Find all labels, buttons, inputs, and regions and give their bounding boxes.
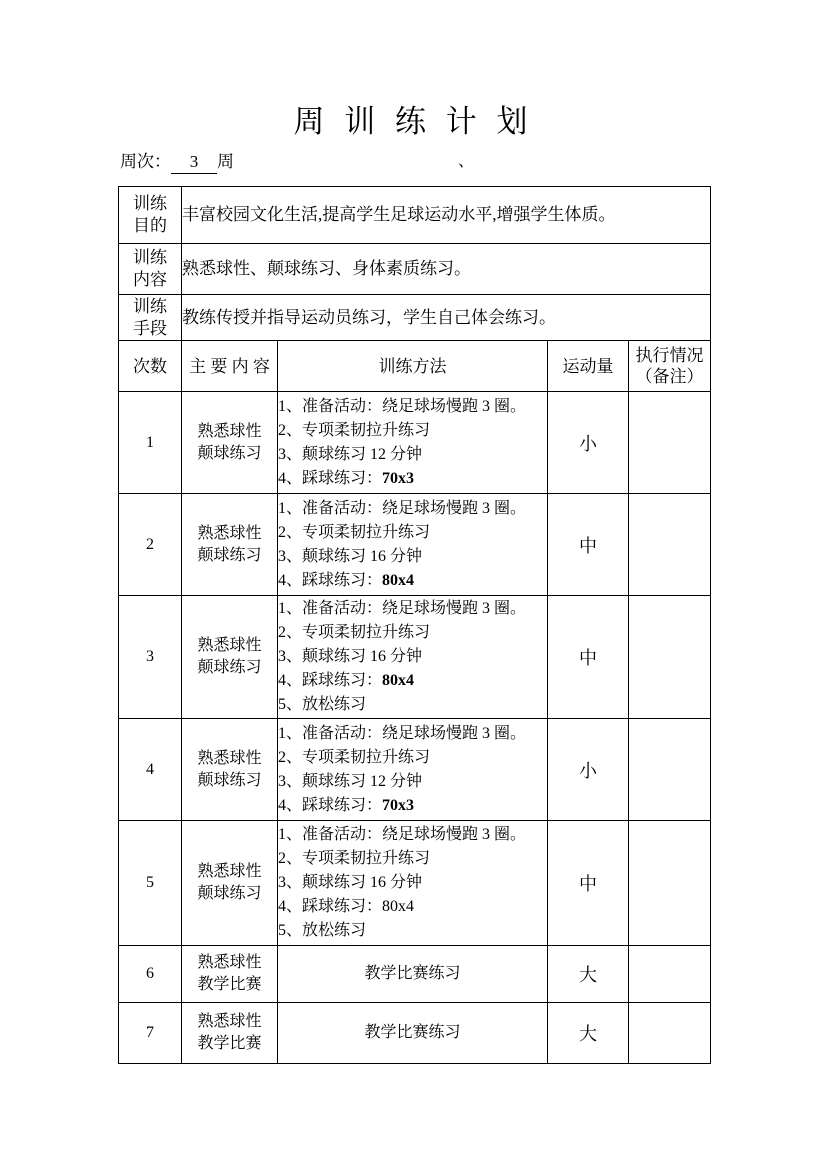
info-content-cell: 熟悉球性、颠球练习、身体素质练习。 — [182, 244, 711, 295]
method-line — [278, 895, 547, 919]
session-methods-cell — [278, 392, 548, 494]
method-line — [278, 545, 547, 569]
method-text: 3、颠球练习 12 分钟 — [278, 772, 423, 790]
week-line — [120, 151, 720, 174]
session-content-line: 教学比赛 — [197, 976, 262, 993]
session-number-cell: 7 — [119, 1003, 182, 1064]
method-text: 4、踩球练习： — [278, 796, 383, 814]
training-plan-table — [118, 186, 711, 1064]
session-load-cell: 大 — [548, 1003, 629, 1064]
method-text: 2、专项柔韧拉升练习 — [278, 624, 431, 641]
session-methods-cell — [278, 494, 548, 596]
week-unit: 周 — [217, 152, 234, 171]
header-execution-line: （备注） — [635, 367, 704, 386]
session-load-cell: 小 — [548, 392, 629, 494]
session-methods-cell: 教学比赛练习 — [278, 1003, 548, 1064]
session-row — [119, 946, 711, 1003]
method-text: 2、专项柔韧拉升练习 — [278, 850, 431, 867]
session-content-line: 颠球练习 — [197, 771, 262, 789]
session-load-cell: 中 — [548, 596, 629, 719]
info-row — [119, 295, 711, 341]
method-text: 1、准备活动：绕足球场慢跑 3 圈。 — [278, 826, 527, 843]
info-row — [119, 244, 711, 295]
session-row — [119, 392, 711, 494]
info-label-cell — [119, 295, 182, 341]
session-methods-cell — [278, 719, 548, 821]
session-number-cell: 3 — [119, 596, 182, 719]
session-execution-cell — [629, 719, 711, 821]
info-label-line: 目的 — [133, 216, 167, 235]
method-line — [278, 621, 547, 645]
session-execution-cell — [629, 946, 711, 1003]
method-text: 1、准备活动：绕足球场慢跑 3 圈。 — [278, 600, 527, 617]
method-line — [278, 521, 547, 545]
session-content-line: 熟悉球性 — [197, 1013, 262, 1030]
session-content-line: 颠球练习 — [197, 659, 262, 676]
method-line — [278, 722, 547, 746]
info-label-cell — [119, 187, 182, 244]
method-bold-value: 70x3 — [382, 469, 415, 487]
method-line — [278, 919, 547, 943]
session-number-cell: 6 — [119, 946, 182, 1003]
info-content-cell: 丰富校园文化生活,提高学生足球运动水平,增强学生体质。 — [182, 187, 711, 244]
session-content-line: 熟悉球性 — [197, 422, 262, 440]
method-line — [278, 823, 547, 847]
method-text: 3、颠球练习 16 分钟 — [278, 648, 423, 665]
method-line — [278, 443, 547, 467]
info-label-cell — [119, 244, 182, 295]
session-methods-cell: 教学比赛练习 — [278, 946, 548, 1003]
session-content-line: 教学比赛 — [197, 1035, 262, 1052]
training-plan-table-body — [119, 187, 711, 1064]
week-label: 周次： — [120, 152, 171, 171]
session-execution-cell — [629, 596, 711, 719]
method-line — [278, 597, 547, 621]
session-content-line: 熟悉球性 — [197, 863, 262, 880]
session-load-cell: 中 — [548, 494, 629, 596]
session-number-cell: 1 — [119, 392, 182, 494]
method-text: 3、颠球练习 12 分钟 — [278, 445, 423, 463]
header-cell-sessions: 次数 — [119, 341, 182, 392]
session-load-cell: 中 — [548, 821, 629, 946]
method-text: 1、准备活动：绕足球场慢跑 3 圈。 — [278, 397, 527, 415]
info-label-line: 训练 — [133, 194, 167, 213]
method-line — [278, 497, 547, 521]
info-label-line: 训练 — [133, 248, 167, 267]
session-content-cell — [182, 596, 278, 719]
session-load-cell: 小 — [548, 719, 629, 821]
week-number: 3 — [189, 152, 199, 171]
session-execution-cell — [629, 1003, 711, 1064]
method-text: 5、放松练习 — [278, 922, 367, 939]
session-content-line: 颠球练习 — [197, 444, 262, 462]
info-label-line: 内容 — [133, 270, 167, 289]
info-content-cell: 教练传授并指导运动员练习，学生自己体会练习。 — [182, 295, 711, 341]
page-title: 周 训 练 计 划 — [293, 104, 534, 139]
method-line — [278, 395, 547, 419]
method-bold-value: 80x4 — [382, 672, 415, 689]
header-execution-line: 执行情况 — [635, 346, 704, 365]
session-content-cell — [182, 946, 278, 1003]
method-text: 5、放松练习 — [278, 696, 367, 713]
method-line — [278, 467, 547, 491]
session-content-line: 颠球练习 — [197, 546, 262, 564]
method-line — [278, 746, 547, 770]
session-content-cell — [182, 494, 278, 596]
method-text: 4、踩球练习： — [278, 469, 383, 487]
method-text: 1、准备活动：绕足球场慢跑 3 圈。 — [278, 499, 527, 517]
session-methods-cell — [278, 821, 548, 946]
header-row — [119, 341, 711, 392]
method-text: 4、踩球练习：80x4 — [278, 898, 415, 915]
session-content-cell — [182, 1003, 278, 1064]
method-text: 2、专项柔韧拉升练习 — [278, 523, 431, 541]
info-label-line: 训练 — [133, 296, 167, 316]
method-line — [278, 770, 547, 794]
session-content-line: 熟悉球性 — [197, 637, 262, 654]
session-number-cell: 2 — [119, 494, 182, 596]
method-bold-value: 80x4 — [382, 571, 415, 589]
method-line — [278, 645, 547, 669]
session-number-cell: 4 — [119, 719, 182, 821]
method-line — [278, 871, 547, 895]
session-content-cell — [182, 719, 278, 821]
session-execution-cell — [629, 494, 711, 596]
method-text: 2、专项柔韧拉升练习 — [278, 748, 431, 766]
session-row — [119, 494, 711, 596]
method-text: 3、颠球练习 16 分钟 — [278, 547, 423, 565]
stray-comma-mark: 、 — [458, 153, 475, 170]
method-line — [278, 569, 547, 593]
method-text: 3、颠球练习 16 分钟 — [278, 874, 423, 891]
method-line — [278, 419, 547, 443]
header-cell-main-content: 主 要 内 容 — [182, 341, 278, 392]
session-execution-cell — [629, 821, 711, 946]
method-text: 4、踩球练习： — [278, 571, 383, 589]
method-line — [278, 794, 547, 818]
session-row — [119, 596, 711, 719]
session-row — [119, 821, 711, 946]
header-cell-methods: 训练方法 — [278, 341, 548, 392]
session-load-cell: 大 — [548, 946, 629, 1003]
session-row — [119, 719, 711, 821]
method-text: 1、准备活动：绕足球场慢跑 3 圈。 — [278, 724, 527, 742]
session-content-line: 熟悉球性 — [197, 954, 262, 971]
info-label-line: 手段 — [133, 318, 167, 338]
method-line — [278, 669, 547, 693]
session-methods-cell — [278, 596, 548, 719]
session-content-line: 颠球练习 — [197, 885, 262, 902]
header-cell-execution — [629, 341, 711, 392]
session-content-cell — [182, 392, 278, 494]
session-number-cell: 5 — [119, 821, 182, 946]
method-text: 2、专项柔韧拉升练习 — [278, 421, 431, 439]
session-execution-cell — [629, 392, 711, 494]
method-line — [278, 693, 547, 717]
session-content-line: 熟悉球性 — [197, 524, 262, 542]
week-number-underline — [171, 151, 217, 174]
method-bold-value: 70x3 — [382, 796, 415, 814]
method-line — [278, 847, 547, 871]
session-content-cell — [182, 821, 278, 946]
session-row — [119, 1003, 711, 1064]
session-content-line: 熟悉球性 — [197, 749, 262, 767]
method-text: 4、踩球练习： — [278, 672, 383, 689]
info-row — [119, 187, 711, 244]
header-cell-load: 运动量 — [548, 341, 629, 392]
